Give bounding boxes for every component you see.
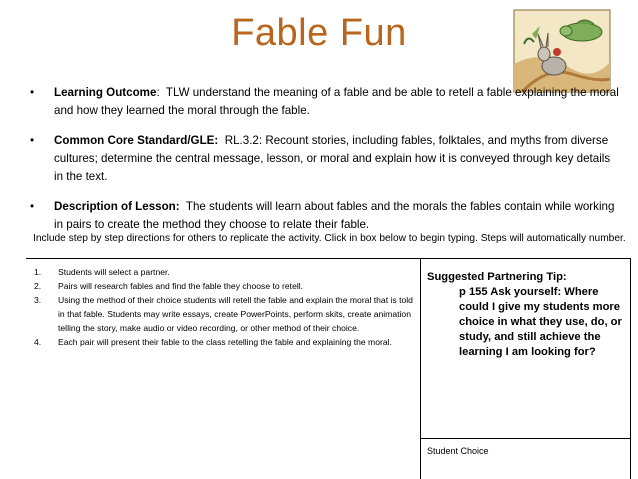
bullet-symbol: • (30, 200, 35, 213)
bullet-description (30, 198, 620, 234)
list-item (34, 335, 414, 349)
fable-clipart-image (512, 4, 612, 94)
bullet-symbol: • (30, 134, 35, 147)
list-item (34, 293, 414, 335)
list-item (34, 279, 414, 293)
bullet-common-core (30, 132, 620, 186)
list-item (34, 265, 414, 279)
step-number: 2. (34, 281, 42, 291)
bullet-separator: : (156, 86, 166, 99)
bullet-text: TLW understand the meaning of a fable and be able to retell a fable explaining the moral and how they learned the moral through the fable. (54, 86, 619, 117)
step-number: 4. (34, 337, 42, 347)
step-text: Students will select a partner. (58, 267, 170, 277)
lesson-bullets (30, 84, 620, 246)
bullet-heading: Learning Outcome (54, 86, 157, 99)
page-title: Fable Fun (231, 12, 407, 54)
instructions-text: Include step by step directions for others to replicate the activity. Click in box below to begin typing. Steps will automatically number. (33, 233, 626, 244)
bullet-heading: Common Core Standard/GLE: (54, 134, 219, 147)
bullet-text: RL.3.2: Recount stories, including fables, folktales, and myths from diverse cultures; determine the central message, lesson, or moral and explain how it is conveyed through key details in the text. (54, 134, 611, 183)
partnering-tip (427, 270, 627, 360)
student-choice-label[interactable]: Student Choice (427, 446, 489, 456)
bullet-heading: Description of Lesson: (54, 200, 180, 213)
bullet-learning-outcome (30, 84, 620, 120)
step-text: Each pair will present their fable to the class retelling the fable and explaining the moral. (58, 337, 392, 347)
step-number: 1. (34, 267, 42, 277)
divider (421, 438, 631, 439)
tip-body: p 155 Ask yourself: Where could I give my students more choice in what they use, do, or study, and still achieve the learning I am looking for? (459, 286, 622, 358)
steps-list[interactable] (34, 265, 414, 349)
bullet-symbol: • (30, 86, 35, 99)
step-text: Pairs will research fables and find the fable they choose to retell. (58, 281, 304, 291)
tip-heading: Suggested Partnering Tip: (427, 271, 567, 283)
step-number: 3. (34, 295, 42, 305)
step-text: Using the method of their choice students will retell the fable and explain the moral that is told in that fable. Students may write essays, create PowerPoints, perform skits, create animation telling the story, make audio or video recording, or other method of their choice. (58, 295, 413, 333)
bullet-text: The students will learn about fables and the morals the fables contain while working in pairs to create the method they choose to relate their fable. (54, 200, 615, 231)
